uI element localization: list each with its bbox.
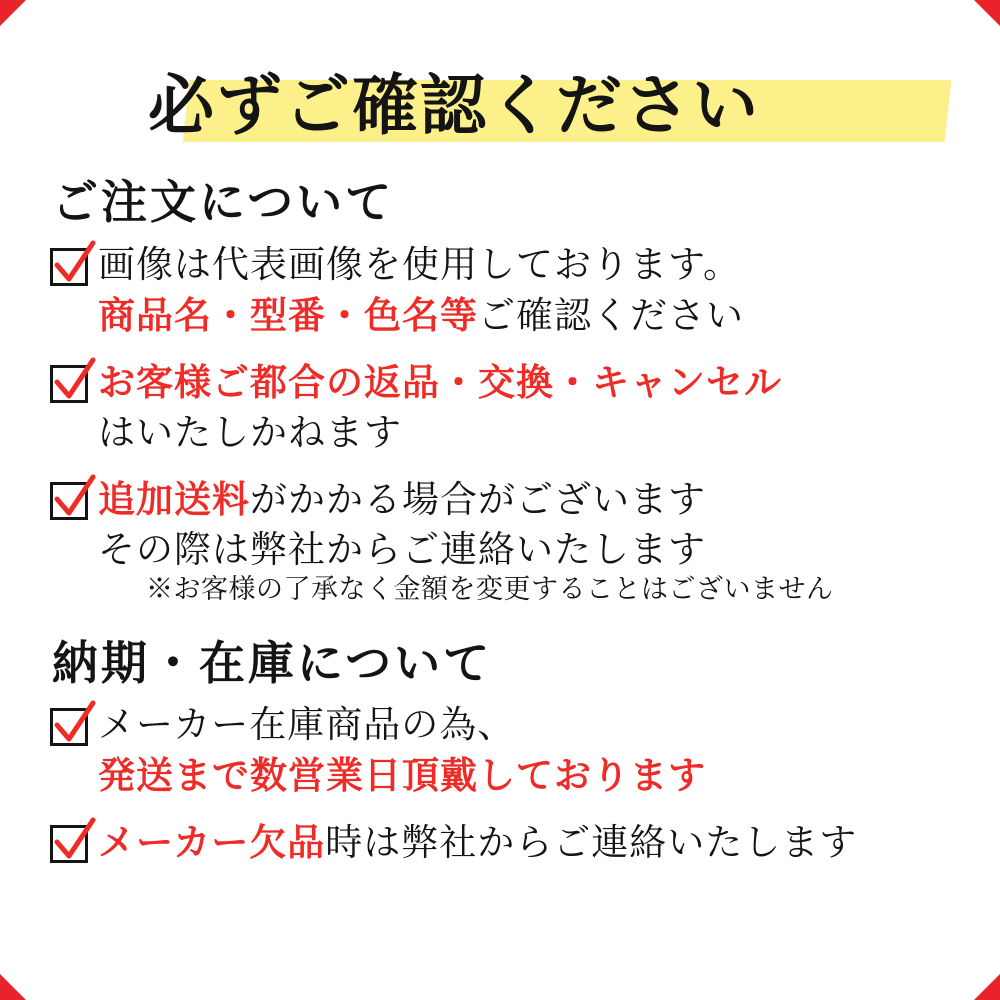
notice-item: [50, 240, 956, 341]
notice-item: [50, 357, 956, 458]
checkbox-checked-icon: [50, 365, 88, 403]
notice-text-segment: 時は弊社からご連絡いたします: [325, 821, 858, 864]
notice-item: [50, 474, 956, 609]
notice-item-text: [98, 357, 956, 458]
notice-text-segment: メーカー欠品: [98, 820, 326, 864]
notice-footnote: ※お客様の了承なく金額を変更することはございません: [146, 573, 834, 605]
notice-line: [98, 240, 956, 290]
notice-item-text: [98, 240, 956, 341]
notice-text-segment: お客様ご都合の返品・交換・キャンセル: [98, 359, 782, 404]
notice-item-text: [98, 700, 956, 801]
notice-line: [98, 525, 956, 575]
notice-text-segment: はいたしかねます: [98, 410, 402, 454]
notice-text-segment: 追加送料: [98, 476, 250, 521]
notice-item: [50, 817, 956, 868]
notice-item-text: [98, 817, 956, 868]
checkbox-checked-icon: [50, 248, 88, 286]
notice-text-segment: 商品名・型番・色名等: [98, 292, 478, 337]
notice-line: [98, 474, 956, 525]
notice-text-segment: がかかる場合がございます: [250, 477, 706, 521]
corner-decoration-top-left: [0, 0, 26, 26]
checkbox-checked-icon: [50, 825, 88, 863]
notice-line: [98, 700, 956, 750]
section-heading: 納期・在庫について: [52, 635, 493, 690]
notice-item: [50, 700, 956, 801]
checkbox-checked-icon: [50, 708, 88, 746]
notice-line: [98, 290, 956, 341]
notice-line: [98, 817, 956, 868]
notice-line: [98, 750, 956, 801]
corner-decoration-bottom-left: [0, 974, 26, 1000]
notice-text-segment: ご確認ください: [478, 293, 744, 337]
notice-line: [98, 357, 956, 408]
notice-line: [98, 408, 956, 458]
corner-decoration-bottom-right: [974, 974, 1000, 1000]
corner-decoration-top-right: [974, 0, 1000, 26]
notice-text-segment: 画像は代表画像を使用しております。: [98, 242, 742, 286]
checkbox-checked-icon: [50, 482, 88, 520]
notice-text-segment: 発送まで数営業日頂戴しております: [98, 753, 706, 797]
sections-root: [44, 174, 956, 868]
notice-item-text: [98, 474, 956, 609]
page-title-wrap: [148, 52, 956, 160]
notice-text-segment: メーカー在庫商品の為、: [98, 703, 516, 746]
notice-text-segment: その際は弊社からご連絡いたします: [98, 527, 706, 571]
section-heading: ご注文について: [52, 175, 395, 229]
page-title: 必ずご確認ください: [148, 66, 760, 144]
